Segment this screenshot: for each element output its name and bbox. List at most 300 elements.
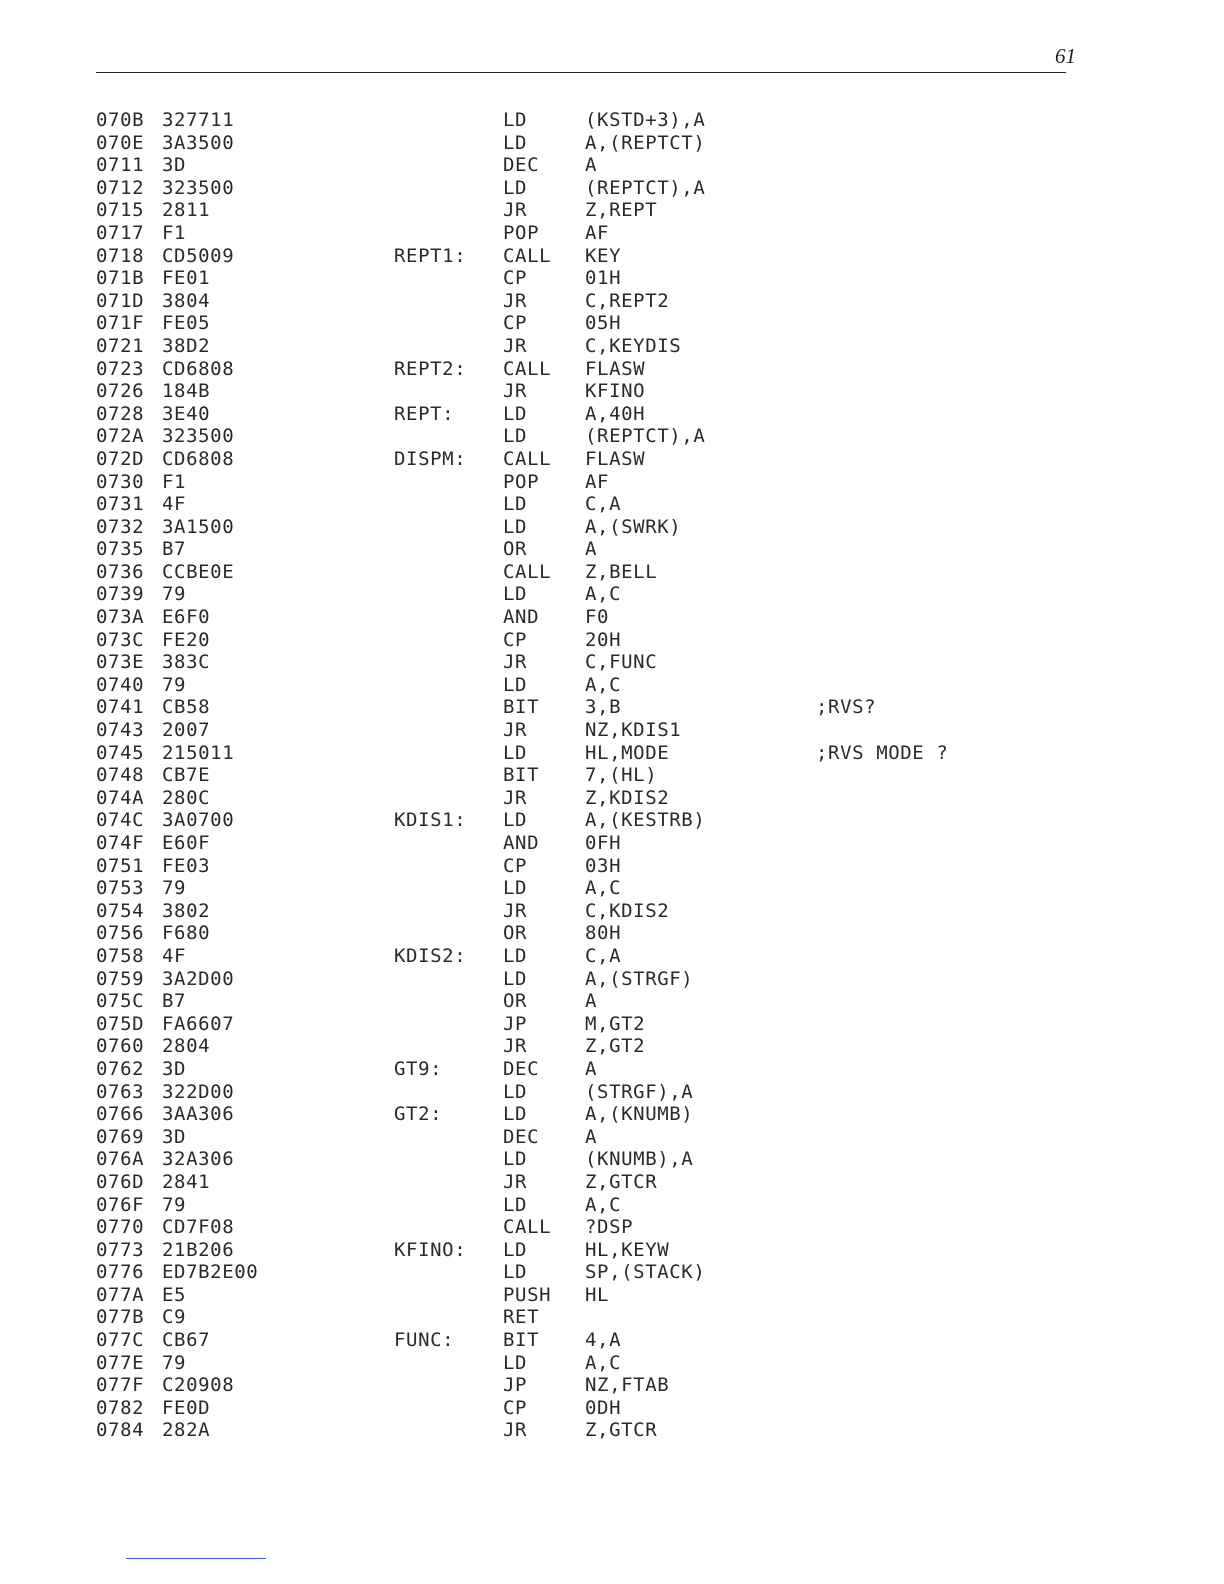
line-address: 074A [96, 786, 145, 809]
line-machine-code: 383C [162, 651, 211, 674]
line-operand: C,A [585, 944, 622, 967]
line-label: KDIS2: [394, 944, 467, 967]
line-machine-code: FE20 [162, 628, 211, 651]
line-machine-code: E6F0 [162, 606, 211, 629]
line-operand: A,C [585, 877, 622, 900]
line-address: 0743 [96, 719, 145, 742]
line-operand: F0 [585, 606, 610, 629]
line-machine-code: 282A [162, 1419, 211, 1442]
line-address: 0739 [96, 583, 145, 606]
line-machine-code: FE01 [162, 267, 211, 290]
line-address: 0756 [96, 922, 145, 945]
line-address: 0721 [96, 334, 145, 357]
line-address: 073E [96, 651, 145, 674]
line-address: 0766 [96, 1103, 145, 1126]
listing-line [0, 1035, 1224, 1058]
listing-line [0, 493, 1224, 516]
line-address: 077B [96, 1306, 145, 1329]
line-operand: Z,KDIS2 [585, 786, 670, 809]
line-operand: 05H [585, 312, 622, 335]
listing-line [0, 290, 1224, 313]
line-address: 0770 [96, 1216, 145, 1239]
line-operand: C,REPT2 [585, 289, 670, 312]
line-address: 0745 [96, 741, 145, 764]
line-machine-code: 3A0700 [162, 809, 235, 832]
line-operand: AF [585, 470, 610, 493]
line-machine-code: 3A2D00 [162, 967, 235, 990]
footnote-rule [126, 1558, 266, 1559]
line-mnemonic: JR [503, 1419, 528, 1442]
listing-line [0, 877, 1224, 900]
listing-line [0, 199, 1224, 222]
line-machine-code: 32A306 [162, 1148, 235, 1171]
line-mnemonic: RET [503, 1306, 540, 1329]
line-mnemonic: LD [503, 1148, 528, 1171]
line-address: 075D [96, 1012, 145, 1035]
line-mnemonic: JR [503, 651, 528, 674]
line-operand: 3,B [585, 696, 622, 719]
listing-line [0, 471, 1224, 494]
line-operand: Z,GTCR [585, 1170, 658, 1193]
line-address: 073A [96, 606, 145, 629]
line-operand: A,C [585, 673, 622, 696]
line-operand: 20H [585, 628, 622, 651]
line-operand: Z,GTCR [585, 1419, 658, 1442]
line-address: 0753 [96, 877, 145, 900]
line-machine-code: 79 [162, 583, 187, 606]
line-label: FUNC: [394, 1329, 455, 1352]
line-mnemonic: LD [503, 1351, 528, 1374]
line-operand: (STRGF),A [585, 1080, 694, 1103]
line-machine-code: 322D00 [162, 1080, 235, 1103]
line-operand: A,(SWRK) [585, 515, 682, 538]
line-machine-code: 2841 [162, 1170, 211, 1193]
line-address: 0773 [96, 1238, 145, 1261]
line-machine-code: 323500 [162, 176, 235, 199]
line-address: 074C [96, 809, 145, 832]
line-operand: C,KEYDIS [585, 334, 682, 357]
line-operand: (KNUMB),A [585, 1148, 694, 1171]
listing-line [0, 1261, 1224, 1284]
line-address: 073C [96, 628, 145, 651]
line-address: 0728 [96, 402, 145, 425]
line-machine-code: 3804 [162, 289, 211, 312]
line-mnemonic: JR [503, 786, 528, 809]
line-operand: 03H [585, 854, 622, 877]
line-mnemonic: LD [503, 1103, 528, 1126]
line-address: 070E [96, 131, 145, 154]
line-mnemonic: JR [503, 719, 528, 742]
line-mnemonic: DEC [503, 1125, 540, 1148]
line-operand: SP,(STACK) [585, 1261, 706, 1284]
line-address: 0784 [96, 1419, 145, 1442]
line-mnemonic: DEC [503, 1057, 540, 1080]
line-mnemonic: JR [503, 289, 528, 312]
line-operand: ?DSP [585, 1216, 634, 1239]
line-mnemonic: LD [503, 425, 528, 448]
line-operand: Z,BELL [585, 560, 658, 583]
line-operand: A,(REPTCT) [585, 131, 706, 154]
listing-line [0, 516, 1224, 539]
line-machine-code: CD5009 [162, 244, 235, 267]
listing-line [0, 1284, 1224, 1307]
line-mnemonic: LD [503, 1238, 528, 1261]
line-machine-code: 323500 [162, 425, 235, 448]
line-address: 0717 [96, 221, 145, 244]
line-address: 077C [96, 1329, 145, 1352]
line-operand: A,40H [585, 402, 646, 425]
line-mnemonic: PUSH [503, 1283, 552, 1306]
line-address: 0735 [96, 538, 145, 561]
listing-line [0, 245, 1224, 268]
listing-line [0, 945, 1224, 968]
listing-line [0, 109, 1224, 132]
line-mnemonic: LD [503, 673, 528, 696]
line-machine-code: 327711 [162, 109, 235, 131]
line-address: 0730 [96, 470, 145, 493]
listing-line [0, 606, 1224, 629]
line-label: REPT2: [394, 357, 467, 380]
line-machine-code: F1 [162, 221, 187, 244]
line-mnemonic: LD [503, 1193, 528, 1216]
line-machine-code: C20908 [162, 1374, 235, 1397]
line-address: 0762 [96, 1057, 145, 1080]
line-address: 0776 [96, 1261, 145, 1284]
line-address: 071D [96, 289, 145, 312]
line-mnemonic: DEC [503, 154, 540, 177]
listing-line [0, 132, 1224, 155]
line-address: 072D [96, 447, 145, 470]
line-operand: FLASW [585, 447, 646, 470]
listing-line [0, 990, 1224, 1013]
listing-line [0, 1216, 1224, 1239]
line-machine-code: CB58 [162, 696, 211, 719]
line-mnemonic: CP [503, 628, 528, 651]
line-comment: ;RVS? [816, 696, 877, 719]
line-operand: A,C [585, 583, 622, 606]
line-label: GT2: [394, 1103, 443, 1126]
line-address: 075C [96, 990, 145, 1013]
line-address: 0758 [96, 944, 145, 967]
listing-line [0, 1194, 1224, 1217]
line-mnemonic: LD [503, 493, 528, 516]
line-mnemonic: LD [503, 944, 528, 967]
line-operand: A,(STRGF) [585, 967, 694, 990]
line-address: 072A [96, 425, 145, 448]
listing-line [0, 1329, 1224, 1352]
line-machine-code: E5 [162, 1283, 187, 1306]
listing-line [0, 222, 1224, 245]
line-address: 0782 [96, 1396, 145, 1419]
line-machine-code: F1 [162, 470, 187, 493]
line-operand: KEY [585, 244, 622, 267]
line-address: 0732 [96, 515, 145, 538]
line-machine-code: 3D [162, 154, 187, 177]
line-address: 0763 [96, 1080, 145, 1103]
line-mnemonic: LD [503, 109, 528, 131]
line-mnemonic: JR [503, 1170, 528, 1193]
line-mnemonic: CALL [503, 1216, 552, 1239]
line-label: REPT1: [394, 244, 467, 267]
line-operand: 0DH [585, 1396, 622, 1419]
line-address: 0712 [96, 176, 145, 199]
line-operand: C,FUNC [585, 651, 658, 674]
line-machine-code: 215011 [162, 741, 235, 764]
line-mnemonic: JR [503, 380, 528, 403]
line-mnemonic: CP [503, 267, 528, 290]
listing-line [0, 719, 1224, 742]
listing-line [0, 787, 1224, 810]
line-machine-code: FA6607 [162, 1012, 235, 1035]
line-operand: Z,REPT [585, 199, 658, 222]
line-mnemonic: BIT [503, 764, 540, 787]
listing-line [0, 1419, 1224, 1442]
line-machine-code: 3AA306 [162, 1103, 235, 1126]
line-machine-code: CD6808 [162, 357, 235, 380]
listing-line [0, 335, 1224, 358]
line-mnemonic: OR [503, 990, 528, 1013]
line-mnemonic: LD [503, 1080, 528, 1103]
listing-line [0, 968, 1224, 991]
line-mnemonic: JR [503, 899, 528, 922]
line-label: KDIS1: [394, 809, 467, 832]
line-operand: KFINO [585, 380, 646, 403]
line-address: 0754 [96, 899, 145, 922]
line-operand: 7,(HL) [585, 764, 658, 787]
line-mnemonic: LD [503, 741, 528, 764]
line-mnemonic: POP [503, 221, 540, 244]
line-operand: HL,KEYW [585, 1238, 670, 1261]
listing-line [0, 1374, 1224, 1397]
line-machine-code: 79 [162, 1351, 187, 1374]
line-machine-code: CB7E [162, 764, 211, 787]
line-mnemonic: CP [503, 854, 528, 877]
line-mnemonic: CALL [503, 447, 552, 470]
listing-line [0, 832, 1224, 855]
listing-line [0, 1397, 1224, 1420]
line-address: 0748 [96, 764, 145, 787]
line-operand: A,(KESTRB) [585, 809, 706, 832]
line-address: 0736 [96, 560, 145, 583]
line-machine-code: 3802 [162, 899, 211, 922]
line-operand: A [585, 1057, 598, 1080]
line-address: 076A [96, 1148, 145, 1171]
line-machine-code: 280C [162, 786, 211, 809]
line-machine-code: 21B206 [162, 1238, 235, 1261]
line-mnemonic: JR [503, 1035, 528, 1058]
line-address: 077F [96, 1374, 145, 1397]
line-address: 0760 [96, 1035, 145, 1058]
line-operand: (REPTCT),A [585, 425, 706, 448]
listing-line [0, 651, 1224, 674]
line-address: 077E [96, 1351, 145, 1374]
line-operand: HL [585, 1283, 610, 1306]
line-machine-code: 2811 [162, 199, 211, 222]
line-mnemonic: LD [503, 176, 528, 199]
line-operand: C,KDIS2 [585, 899, 670, 922]
line-machine-code: 3A1500 [162, 515, 235, 538]
line-comment: ;RVS MODE ? [816, 741, 949, 764]
line-machine-code: FE0D [162, 1396, 211, 1419]
line-machine-code: 3E40 [162, 402, 211, 425]
listing-line [0, 742, 1224, 765]
line-mnemonic: CP [503, 1396, 528, 1419]
listing-line [0, 1058, 1224, 1081]
line-address: 076D [96, 1170, 145, 1193]
line-mnemonic: LD [503, 877, 528, 900]
listing-line [0, 1306, 1224, 1329]
line-operand: M,GT2 [585, 1012, 646, 1035]
line-address: 0751 [96, 854, 145, 877]
line-address: 0740 [96, 673, 145, 696]
listing-line [0, 1013, 1224, 1036]
line-mnemonic: LD [503, 402, 528, 425]
line-machine-code: 184B [162, 380, 211, 403]
listing-line [0, 809, 1224, 832]
listing-line [0, 1126, 1224, 1149]
line-address: 0769 [96, 1125, 145, 1148]
listing-line [0, 1081, 1224, 1104]
line-address: 076F [96, 1193, 145, 1216]
listing-line [0, 561, 1224, 584]
line-operand: 0FH [585, 832, 622, 854]
listing-line [0, 358, 1224, 381]
line-mnemonic: CP [503, 312, 528, 335]
line-machine-code: 38D2 [162, 334, 211, 357]
line-operand: A,C [585, 1193, 622, 1216]
line-machine-code: 3D [162, 1057, 187, 1080]
listing-line [0, 922, 1224, 945]
line-machine-code: CD6808 [162, 447, 235, 470]
listing-line [0, 1239, 1224, 1262]
line-mnemonic: CALL [503, 357, 552, 380]
listing-line [0, 538, 1224, 561]
line-address: 0741 [96, 696, 145, 719]
line-mnemonic: AND [503, 832, 540, 854]
line-label: KFINO: [394, 1238, 467, 1261]
line-machine-code: 4F [162, 944, 187, 967]
line-operand: NZ,FTAB [585, 1374, 670, 1397]
line-mnemonic: OR [503, 538, 528, 561]
assembly-listing [0, 109, 1224, 1442]
listing-line [0, 177, 1224, 200]
line-mnemonic: BIT [503, 1329, 540, 1352]
line-machine-code: CCBE0E [162, 560, 235, 583]
listing-line [0, 312, 1224, 335]
line-machine-code: 3D [162, 1125, 187, 1148]
line-operand: Z,GT2 [585, 1035, 646, 1058]
line-mnemonic: CALL [503, 560, 552, 583]
listing-line [0, 267, 1224, 290]
line-machine-code: 79 [162, 877, 187, 900]
line-machine-code: B7 [162, 990, 187, 1013]
listing-line [0, 696, 1224, 719]
line-address: 0718 [96, 244, 145, 267]
listing-line [0, 900, 1224, 923]
line-mnemonic: LD [503, 583, 528, 606]
page-number: 61 [1055, 44, 1076, 68]
line-operand: 80H [585, 922, 622, 945]
line-machine-code: ED7B2E00 [162, 1261, 259, 1284]
listing-line [0, 154, 1224, 177]
line-machine-code: CB67 [162, 1329, 211, 1352]
line-address: 074F [96, 832, 145, 854]
listing-line [0, 629, 1224, 652]
line-machine-code: B7 [162, 538, 187, 561]
line-address: 0715 [96, 199, 145, 222]
line-address: 0731 [96, 493, 145, 516]
line-machine-code: 3A3500 [162, 131, 235, 154]
listing-line [0, 448, 1224, 471]
line-operand: (KSTD+3),A [585, 109, 706, 131]
line-operand: (REPTCT),A [585, 176, 706, 199]
line-operand: FLASW [585, 357, 646, 380]
line-machine-code: FE05 [162, 312, 211, 335]
listing-line [0, 1148, 1224, 1171]
line-mnemonic: LD [503, 1261, 528, 1284]
line-label: REPT: [394, 402, 455, 425]
line-address: 0723 [96, 357, 145, 380]
line-mnemonic: POP [503, 470, 540, 493]
line-mnemonic: JP [503, 1374, 528, 1397]
line-address: 0726 [96, 380, 145, 403]
line-machine-code: 2007 [162, 719, 211, 742]
line-mnemonic: LD [503, 809, 528, 832]
line-operand: 01H [585, 267, 622, 290]
line-operand: HL,MODE [585, 741, 670, 764]
listing-line [0, 1171, 1224, 1194]
line-label: DISPM: [394, 447, 467, 470]
line-mnemonic: LD [503, 515, 528, 538]
listing-line [0, 1352, 1224, 1375]
line-operand: C,A [585, 493, 622, 516]
line-mnemonic: JR [503, 199, 528, 222]
line-machine-code: 79 [162, 1193, 187, 1216]
listing-line [0, 583, 1224, 606]
line-machine-code: E60F [162, 832, 211, 854]
line-operand: 4,A [585, 1329, 622, 1352]
line-address: 077A [96, 1283, 145, 1306]
line-mnemonic: JP [503, 1012, 528, 1035]
listing-line [0, 425, 1224, 448]
line-operand: A [585, 1125, 598, 1148]
line-operand: A,C [585, 1351, 622, 1374]
listing-line [0, 764, 1224, 787]
listing-line [0, 380, 1224, 403]
line-operand: A [585, 154, 598, 177]
line-machine-code: 79 [162, 673, 187, 696]
line-mnemonic: BIT [503, 696, 540, 719]
line-machine-code: FE03 [162, 854, 211, 877]
line-mnemonic: LD [503, 967, 528, 990]
line-address: 0711 [96, 154, 145, 177]
line-address: 070B [96, 109, 145, 131]
line-mnemonic: AND [503, 606, 540, 629]
line-operand: AF [585, 221, 610, 244]
line-address: 071B [96, 267, 145, 290]
line-machine-code: 2804 [162, 1035, 211, 1058]
listing-line [0, 674, 1224, 697]
line-mnemonic: CALL [503, 244, 552, 267]
line-address: 071F [96, 312, 145, 335]
line-machine-code: 4F [162, 493, 187, 516]
line-mnemonic: JR [503, 334, 528, 357]
header-rule [96, 72, 1066, 73]
line-mnemonic: OR [503, 922, 528, 945]
listing-line [0, 403, 1224, 426]
line-operand: NZ,KDIS1 [585, 719, 682, 742]
line-operand: A [585, 538, 598, 561]
